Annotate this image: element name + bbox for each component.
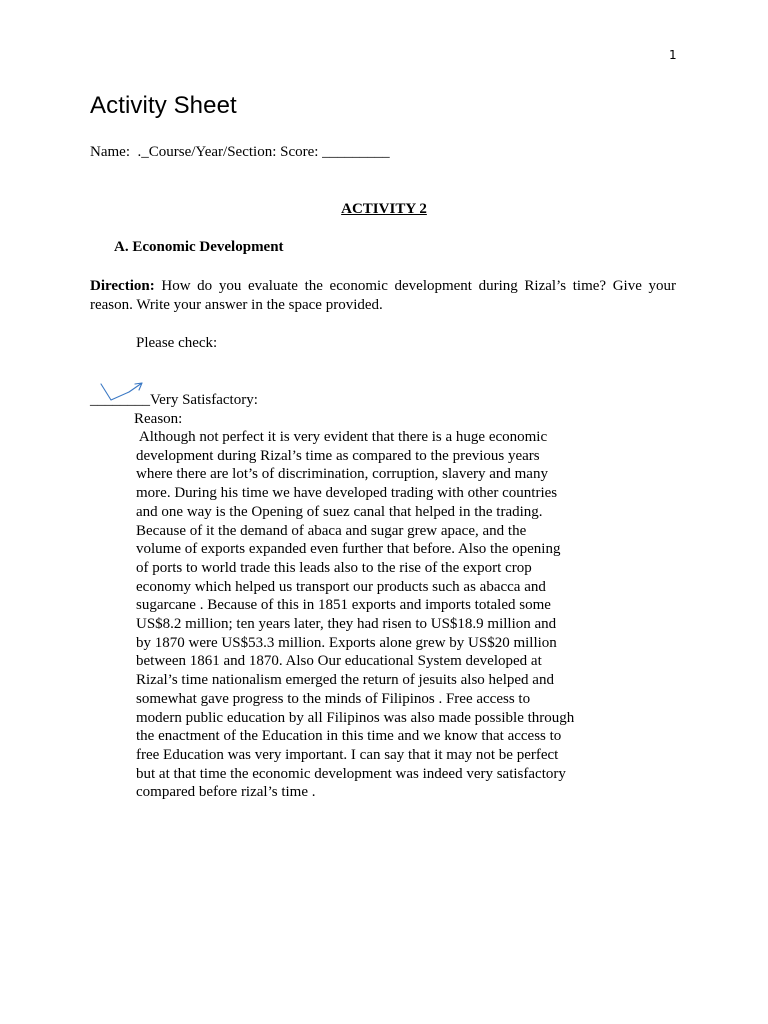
reason-line: more. During his time we have developed trading with other countries (136, 485, 558, 502)
reason-line: compared before rizal’s time . (136, 784, 316, 801)
reason-line: modern public education by all Filipinos was also made possible through (136, 709, 575, 726)
reason-line: US$8.2 million; ten years later, they had risen to US$18.9 million and (136, 616, 557, 633)
student-info-line: Name: ._Course/Year/Section: Score: _________ (90, 144, 390, 160)
reason-line: by 1870 were US$53.3 million. Exports alone grew by US$20 million (136, 634, 557, 651)
reason-line: where there are lot’s of discrimination, corruption, slavery and many (136, 466, 548, 483)
reason-line: sugarcane . Because of this in 1851 exports and imports totaled some (136, 597, 551, 614)
section-heading: A. Economic Development (114, 239, 284, 255)
reason-line: free Education was very important. I can say that it may not be perfect (136, 746, 559, 763)
direction-text: How do you evaluate the economic development during Rizal’s time? Give your reason. Write your answer in the space provided. (90, 278, 676, 313)
reason-line: Because of it the demand of abaca and sugar grew apace, and the (136, 522, 527, 539)
reason-line: economy which helped us transport our products such as abacca and (136, 578, 546, 595)
reason-line: between 1861 and 1870. Also Our educational System developed at (136, 653, 542, 670)
choice-label: Very Satisfactory: (150, 392, 258, 408)
reason-line: development during Rizal’s time as compared to the previous years (136, 447, 540, 464)
reason-line: volume of exports expanded even further that before. Also the opening (136, 541, 561, 558)
please-check-label: Please check: (136, 335, 218, 351)
direction-label: Direction: (90, 278, 155, 294)
document-title: Activity Sheet (90, 92, 237, 119)
activity-title: ACTIVITY 2 (341, 201, 427, 217)
choice-very-satisfactory (90, 391, 258, 410)
reason-line: the enactment of the Education in this time and we know that access to (136, 728, 562, 745)
direction-paragraph (90, 277, 676, 314)
reason-line: but at that time the economic development was indeed very satisfactory (136, 765, 566, 782)
reason-line: and one way is the Opening of suez canal that helped in the trading. (136, 503, 543, 520)
reason-line: Although not perfect it is very evident that there is a huge economic (136, 429, 548, 445)
reason-line: of ports to world trade this leads also to the rise of the export crop (136, 559, 532, 576)
reason-paragraph (136, 428, 586, 802)
reason-label: Reason: (134, 411, 183, 427)
reason-line: Rizal’s time nationalism emerged the return of jesuits also helped and (136, 672, 554, 689)
reason-line: somewhat gave progress to the minds of Filipinos . Free access to (136, 690, 531, 707)
page-number: 1 (669, 48, 677, 62)
choice-blank: ________ (90, 392, 150, 408)
